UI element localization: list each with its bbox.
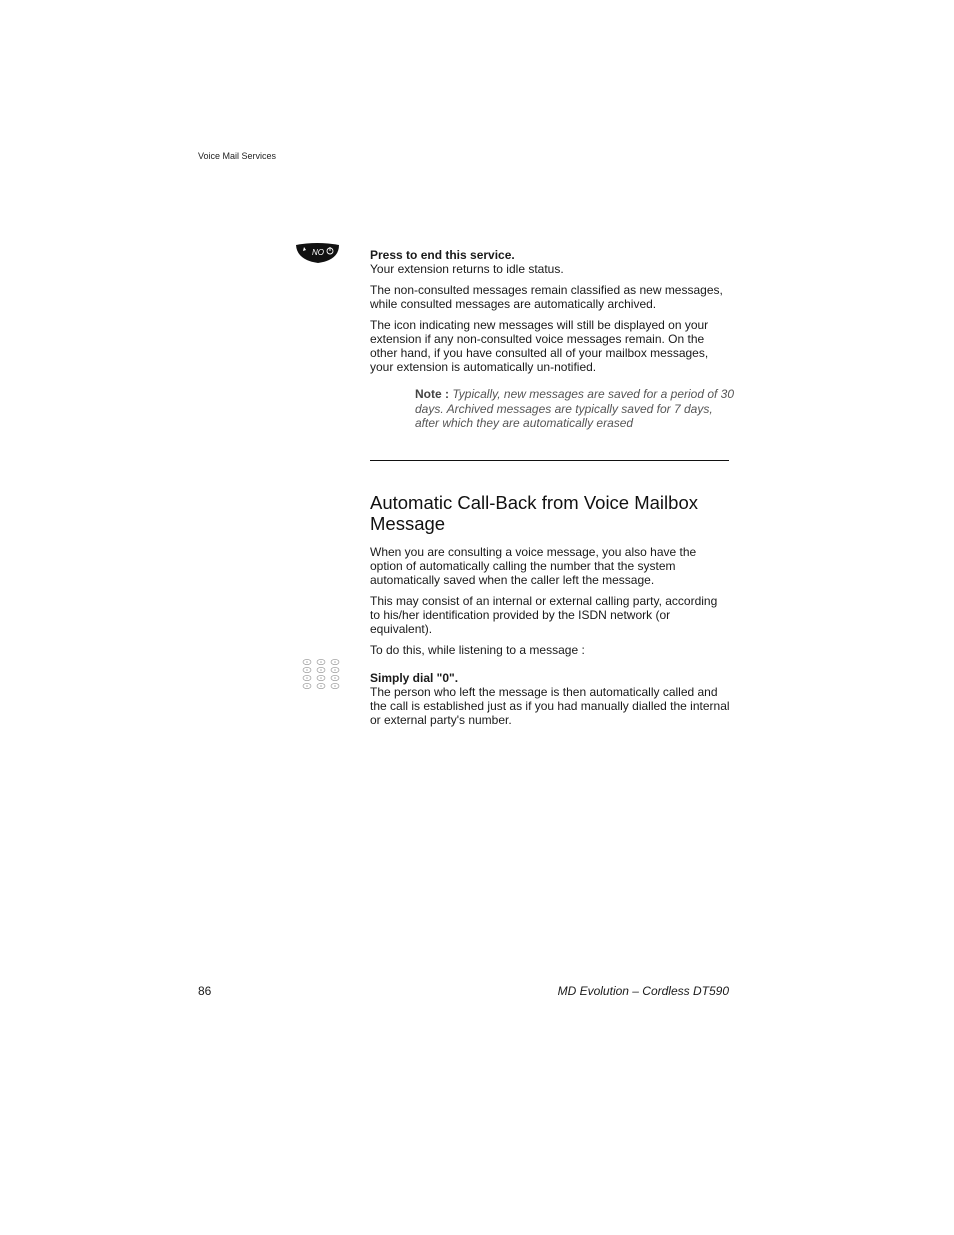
no-key-label: NO [312, 248, 324, 257]
running-head: Voice Mail Services [198, 151, 277, 161]
no-key-icon [295, 242, 340, 264]
instruction-dial-zero: Simply dial "0". [370, 671, 459, 685]
footer-doc-title: MD Evolution – Cordless DT590 [557, 984, 729, 998]
section-divider [370, 460, 729, 461]
note-label: Note : [415, 387, 449, 401]
paragraph: When you are consulting a voice message, you also have the option of automatically calling the number that the system automatically saved when the caller left the message. [370, 545, 697, 587]
page-number: 86 [198, 984, 212, 998]
paragraph: The icon indicating new messages will still be displayed on your extension if any non-consulted voice messages remain. On the other hand, if you have consulted all of your mailbox messages, your extension is automatically un-notified. [370, 318, 709, 374]
section-dial-zero [370, 671, 730, 727]
paragraph: To do this, while listening to a message : [370, 643, 585, 657]
keypad-icon [300, 659, 342, 691]
section-heading: Automatic Call-Back from Voice Mailbox Message [370, 492, 698, 534]
paragraph: This may consist of an internal or external calling party, according to his/her identification provided by the ISDN network (or equivalent). [370, 594, 718, 636]
note-text: Typically, new messages are saved for a period of 30 days. Archived messages are typically saved for 7 days, after which they are automatically erased [415, 387, 735, 430]
result-call-established: The person who left the message is then automatically called and the call is established just as if you had manually dialled the internal or external party's number. [370, 685, 730, 727]
instruction-end-service: Press to end this service. [370, 248, 515, 262]
section-end-service [370, 248, 730, 276]
paragraph: The non-consulted messages remain classified as new messages, while consulted messages are automatically archived. [370, 283, 723, 311]
result-idle-status: Your extension returns to idle status. [370, 262, 564, 276]
note-box [415, 387, 735, 431]
